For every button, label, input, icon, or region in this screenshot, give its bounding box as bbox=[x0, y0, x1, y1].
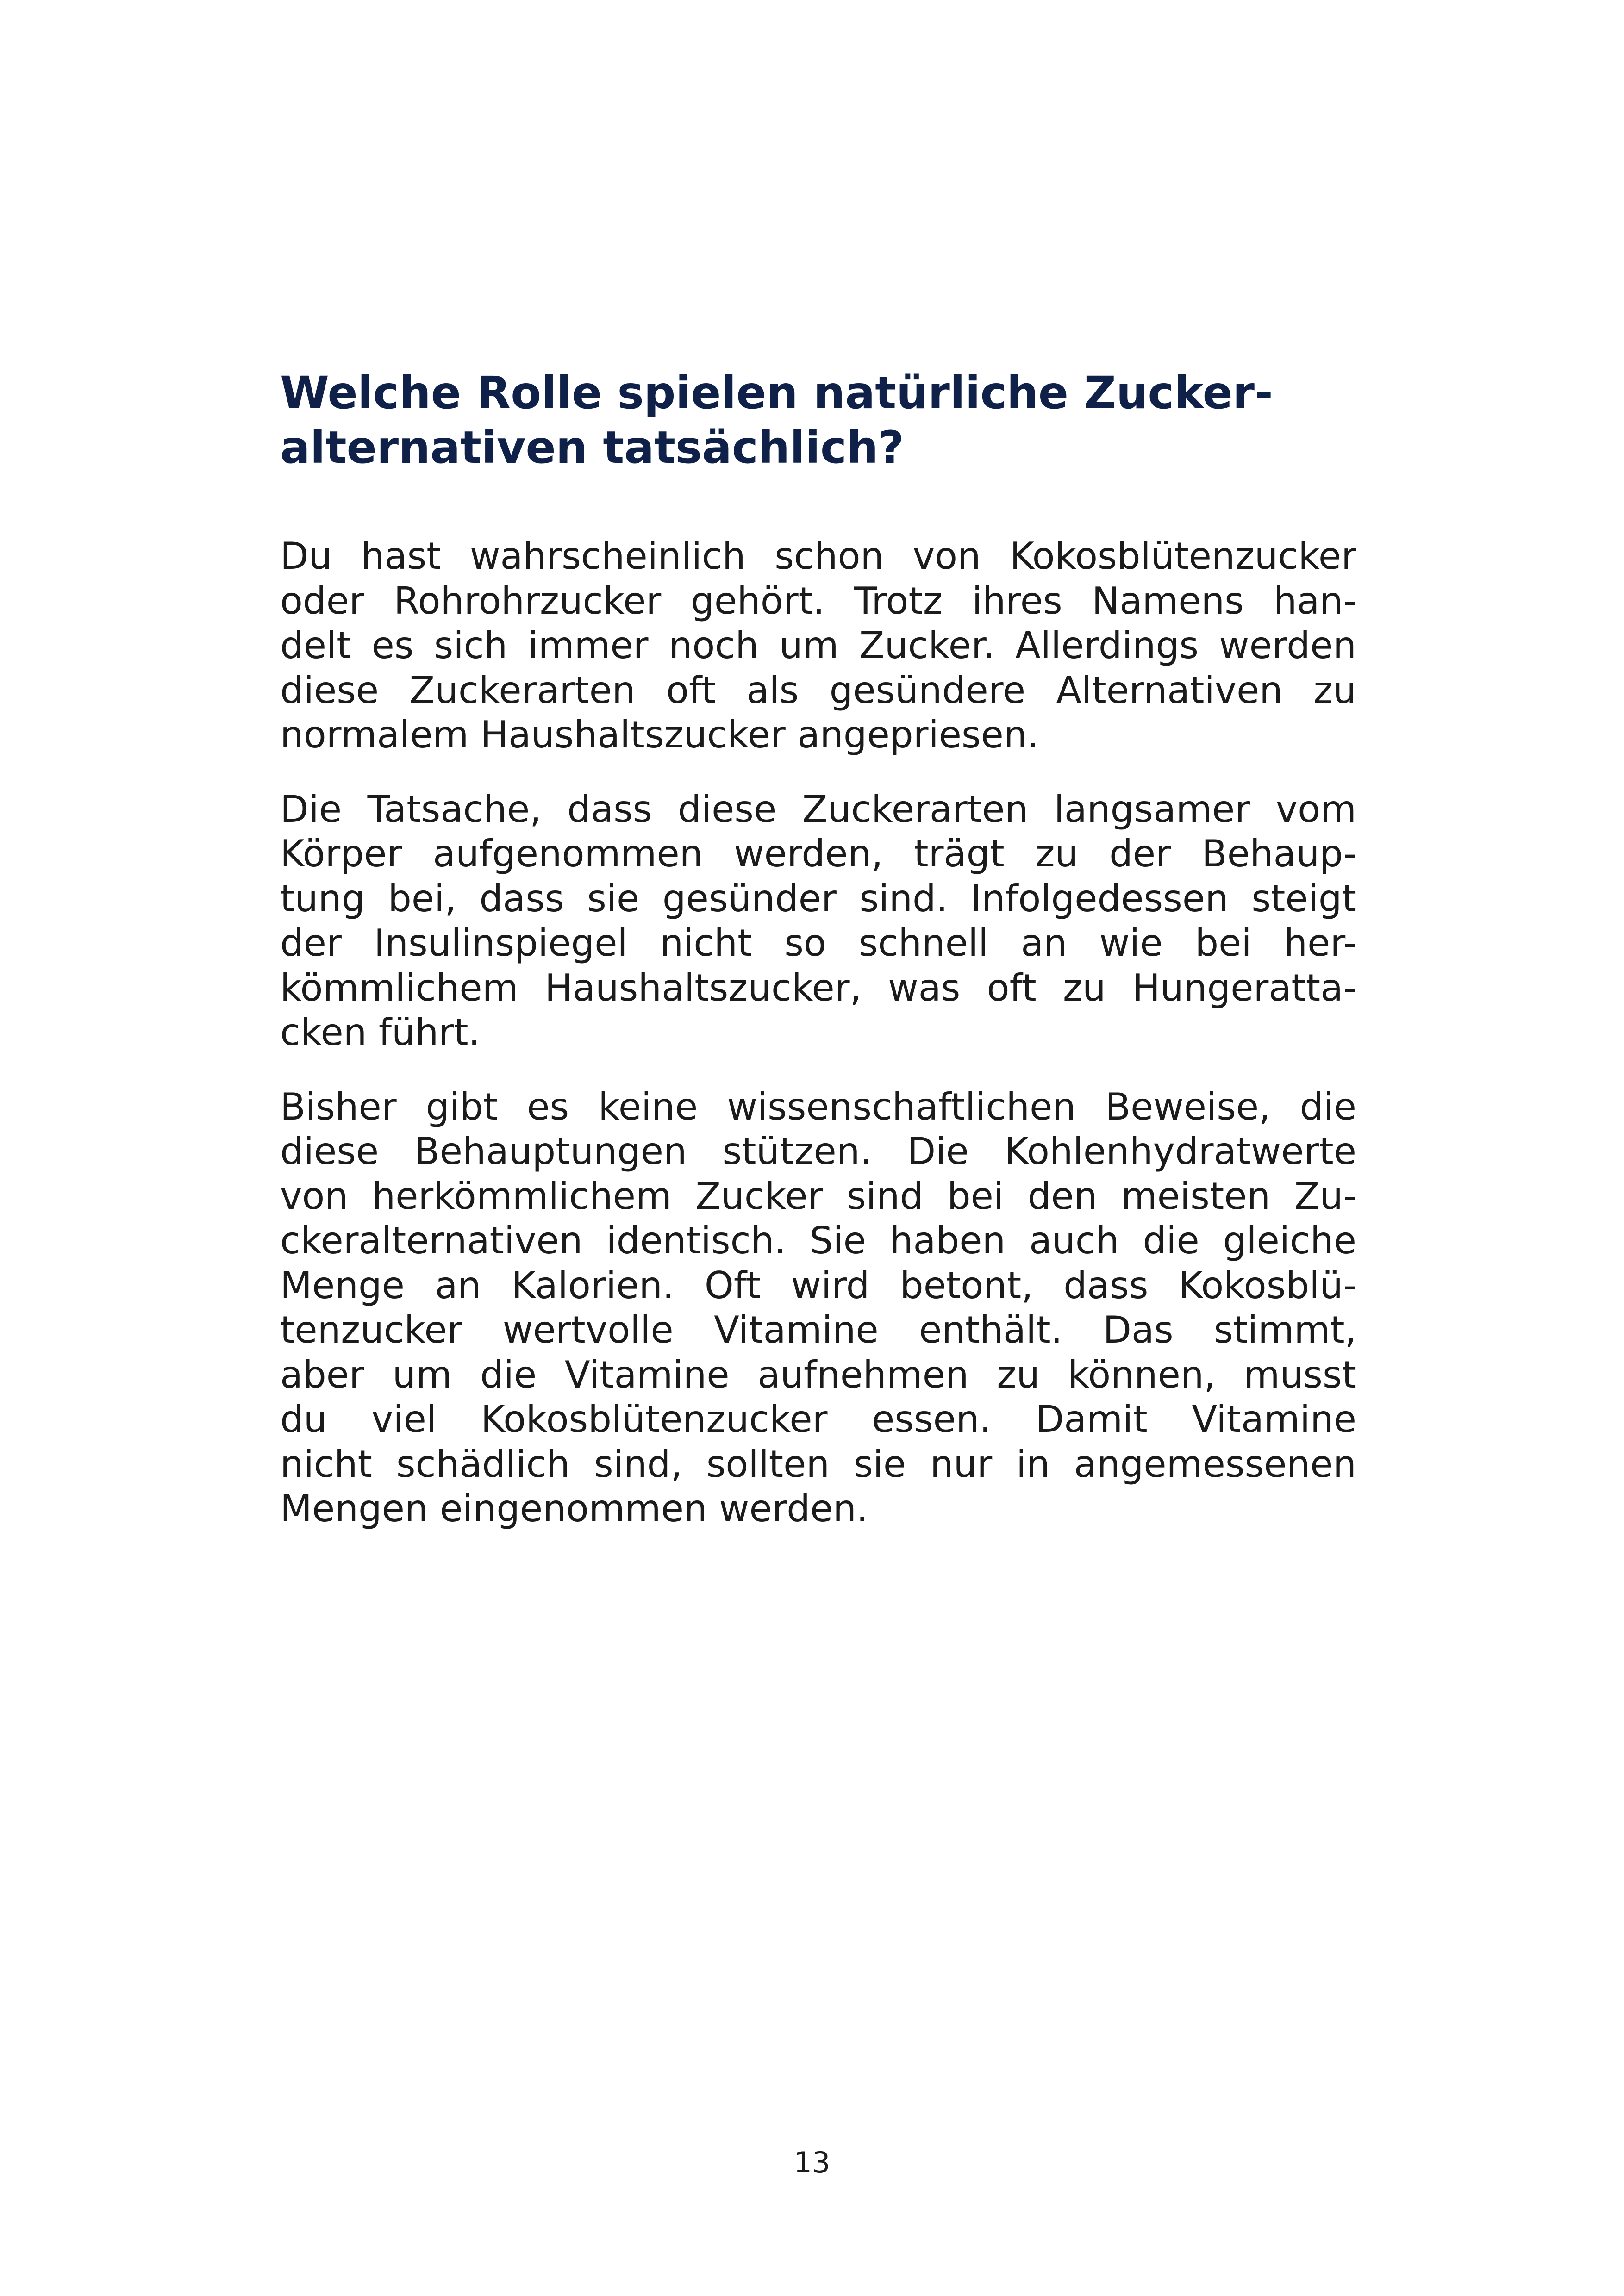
text-line: Bisher gibt es keine wissenschaftlichen Beweise, die bbox=[280, 1085, 1356, 1128]
text-line: delt es sich immer noch um Zucker. Allerdings werden bbox=[280, 624, 1356, 667]
paragraph bbox=[280, 534, 1356, 758]
text-line: Du hast wahrscheinlich schon von Kokosblütenzucker bbox=[280, 535, 1356, 578]
paragraph bbox=[280, 1085, 1356, 1531]
text-line: du viel Kokosblütenzucker essen. Damit Vitamine bbox=[280, 1398, 1356, 1441]
text-line: von herkömmlichem Zucker sind bei den meisten Zu- bbox=[280, 1174, 1356, 1218]
text-line: normalem Haushaltszucker angepriesen. bbox=[280, 713, 1039, 756]
paragraph bbox=[280, 787, 1356, 1055]
text-line: cken führt. bbox=[280, 1011, 481, 1054]
text-line: diese Behauptungen stützen. Die Kohlenhydratwerte bbox=[280, 1130, 1356, 1173]
text-line: Menge an Kalorien. Oft wird betont, dass Kokosblü- bbox=[280, 1263, 1356, 1307]
text-line: Körper aufgenommen werden, trägt zu der Behaup- bbox=[280, 832, 1356, 875]
page-number: 13 bbox=[793, 2146, 831, 2179]
heading-line: Welche Rolle spielen natürliche Zucker- bbox=[280, 367, 1273, 419]
text-line: Die Tatsache, dass diese Zuckerarten langsamer vom bbox=[280, 787, 1356, 831]
text-line: der Insulinspiegel nicht so schnell an wie bei her- bbox=[280, 921, 1356, 964]
text-line: diese Zuckerarten oft als gesündere Alternativen zu bbox=[280, 668, 1356, 712]
text-line: ckeralternativen identisch. Sie haben auch die gleiche bbox=[280, 1219, 1356, 1262]
page-content bbox=[280, 366, 1356, 1531]
section-heading bbox=[280, 366, 1356, 475]
heading-line: alternativen tatsächlich? bbox=[280, 422, 904, 473]
text-line: kömmlichem Haushaltszucker, was oft zu Hungeratta- bbox=[280, 966, 1356, 1009]
text-line: aber um die Vitamine aufnehmen zu können, musst bbox=[280, 1353, 1356, 1396]
text-line: oder Rohrohrzucker gehört. Trotz ihres Namens han- bbox=[280, 579, 1356, 622]
text-line: tenzucker wertvolle Vitamine enthält. Das stimmt, bbox=[280, 1308, 1356, 1351]
text-line: Mengen eingenommen werden. bbox=[280, 1487, 868, 1530]
text-line: nicht schädlich sind, sollten sie nur in angemessenen bbox=[280, 1442, 1356, 1486]
text-line: tung bei, dass sie gesünder sind. Infolgedessen steigt bbox=[280, 877, 1356, 920]
